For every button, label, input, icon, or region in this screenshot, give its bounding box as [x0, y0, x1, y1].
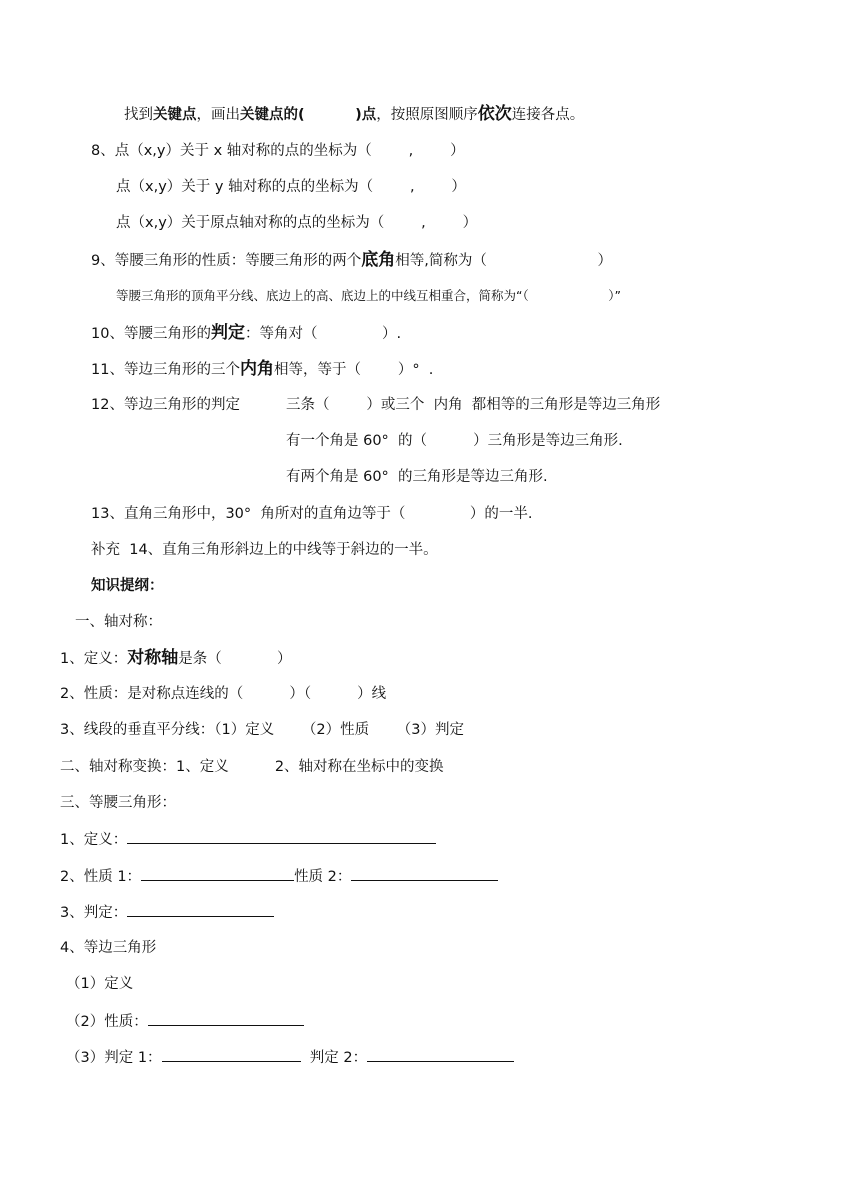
text: ，画出: [196, 107, 240, 123]
section-1-heading: 一、轴对称：: [75, 614, 162, 630]
text: 1、定义：: [60, 832, 128, 848]
outline-heading: 知识提纲：: [91, 578, 164, 594]
section-1-bisector: 3、线段的垂直平分线：（1）定义 （2）性质 （3）判定: [60, 722, 464, 738]
answer-blank[interactable]: [127, 902, 274, 917]
text: 1、定义：: [60, 651, 128, 667]
section-3-properties: [60, 866, 498, 887]
item-8-origin: 点（x,y）关于原点轴对称的点的坐标为（ , ）: [116, 215, 478, 231]
text: 相等,简称为（ ）: [395, 253, 612, 269]
text: （2）性质：: [66, 1014, 148, 1030]
item-12-label: 12、等边三角形的判定: [91, 397, 240, 413]
item-12-rule-1: 三条（ ）或三个 内角 都相等的三角形是等边三角形: [286, 397, 661, 413]
item-14-supplement: 补充 14、直角三角形斜边上的中线等于斜边的一半。: [91, 542, 438, 558]
text: 是条（ ）: [178, 651, 292, 667]
bold-text: 关键点的( )点: [240, 107, 377, 123]
answer-blank[interactable]: [351, 866, 498, 881]
answer-blank[interactable]: [141, 866, 294, 881]
section-4-judgement: [66, 1047, 514, 1068]
bold-text: 关键点: [153, 107, 197, 123]
text: 2、性质 1：: [60, 869, 142, 885]
section-3-judgement: [60, 902, 274, 923]
text: 性质 2：: [294, 869, 352, 885]
item-12-rule-3: 有两个角是 60° 的三角形是等边三角形.: [286, 469, 548, 485]
text: 10、等腰三角形的: [91, 326, 211, 342]
item-12-rule-2: 有一个角是 60° 的（ ）三角形是等边三角形.: [286, 433, 623, 449]
emphasis-text: 内角: [239, 359, 274, 379]
item-9-property: [91, 250, 612, 271]
emphasis-text: 判定: [210, 323, 245, 343]
text: 9、等腰三角形的性质：等腰三角形的两个: [91, 253, 362, 269]
emphasis-text: 对称轴: [127, 648, 179, 668]
section-2-heading: 二、轴对称变换：1、定义 2、轴对称在坐标中的变换: [60, 759, 444, 775]
item-11-angles: [91, 359, 433, 380]
section-4-property: [66, 1011, 304, 1032]
text: 判定 2：: [309, 1050, 368, 1066]
text: ，按照原图顺序: [376, 107, 478, 123]
section-1-definition: [60, 648, 292, 669]
item-9-three-lines: 等腰三角形的顶角平分线、底边上的高、底边上的中线互相重合，简称为“（ ）”: [116, 288, 621, 303]
line-key-points: [124, 104, 584, 125]
text: 11、等边三角形的三个: [91, 362, 240, 378]
answer-blank[interactable]: [162, 1047, 301, 1062]
item-10-judgement: [91, 323, 401, 344]
answer-blank[interactable]: [127, 829, 436, 844]
text: 连接各点。: [511, 107, 585, 123]
text: 3、判定：: [60, 905, 128, 921]
answer-blank[interactable]: [367, 1047, 514, 1062]
text: （3）判定 1：: [66, 1050, 162, 1066]
text: 相等，等于（ ）° .: [273, 362, 434, 378]
item-8-x-axis: 8、点（x,y）关于 x 轴对称的点的坐标为（ , ）: [91, 143, 465, 159]
emphasis-text: 底角: [361, 250, 396, 270]
section-1-property: 2、性质：是对称点连线的（ ）（ ）线: [60, 686, 387, 702]
item-8-y-axis: 点（x,y）关于 y 轴对称的点的坐标为（ , ）: [116, 179, 466, 195]
text: 找到: [124, 107, 153, 123]
item-13: 13、直角三角形中，30° 角所对的直角边等于（ ）的一半.: [91, 506, 533, 522]
section-3-heading: 三、等腰三角形：: [60, 795, 176, 811]
answer-blank[interactable]: [148, 1011, 304, 1026]
section-4-definition: （1）定义: [66, 976, 134, 992]
emphasis-text: 依次: [477, 104, 512, 124]
section-3-definition: [60, 829, 436, 850]
section-4-heading: 4、等边三角形: [60, 940, 157, 956]
text: ：等角对（ ）.: [244, 326, 402, 342]
